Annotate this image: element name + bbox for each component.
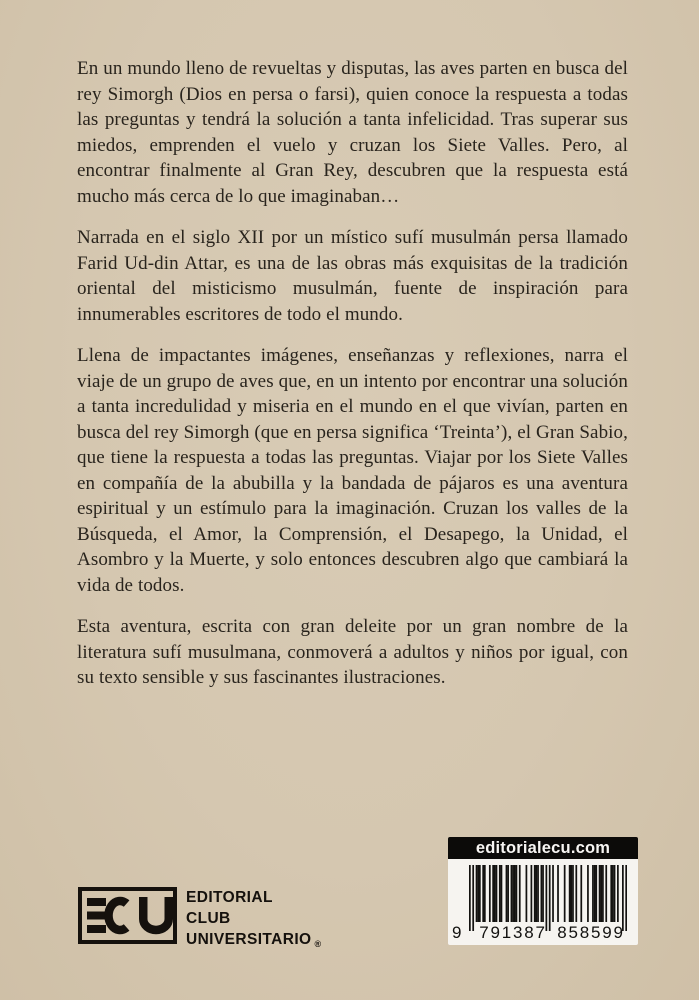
- publisher-website: editorialecu.com: [448, 837, 638, 859]
- synopsis-text-block: [77, 56, 628, 707]
- synopsis-paragraph-2: Narrada en el siglo XII por un místico sufí musulmán persa llamado Farid Ud-din Attar, es una de las obras más exquisitas de la tradición oriental del misticismo musulmán, fuente de inspiración para innumerables escritores de todo el mundo.: [77, 227, 628, 325]
- synopsis-paragraph-3: Llena de impactantes imágenes, enseñanzas y reflexiones, narra el viaje de un grupo de aves que, en un intento por encontrar una solución a tanta incredulidad y miseria en el mundo en el que vivían, parten en busca del rey Simorgh (que en persa significa ‘Treinta’), el Gran Sabio, que tiene la respuesta a todas las preguntas. Viajar por los Siete Valles en compañía de la abubilla y la bandada de pájaros es una aventura espiritual y un estímulo para la imaginación. Cruzan los valles de la Búsqueda, el Amor, la Comprensión, el Desapego, la Unidad, el Asombro y la Muerte, y solo entonces descubren algo que cambiará la vida de todos.: [77, 345, 628, 596]
- publisher-name-line: [186, 929, 322, 950]
- barcode-digit-group-1: 791387: [479, 923, 547, 942]
- synopsis-paragraph-4: Esta aventura, escrita con gran deleite por un gran nombre de la literatura sufí musulmana, conmoverá a adultos y niños por igual, con su texto sensible y sus fascinantes ilustraciones.: [77, 616, 628, 688]
- barcode-digit-group-2: 858599: [557, 923, 625, 942]
- publisher-name-line: EDITORIAL: [186, 889, 273, 906]
- publisher-name-word: UNIVERSITARIO: [186, 931, 312, 948]
- registered-trademark-icon: ®: [314, 939, 322, 949]
- barcode-digit-prefix: 9: [452, 923, 464, 942]
- ecu-logo-icon: [78, 887, 177, 944]
- synopsis-paragraph-1: En un mundo lleno de revueltas y disputas, las aves parten en busca del rey Simorgh (Dios en persa o farsi), quien conoce la respuesta a todas las preguntas y tendrá la solución a tanta infelicidad. Tras superar sus miedos, emprenden el vuelo y cruzan los Siete Valles. Pero, al encontrar finalmente al Gran Rey, descubren que la respuesta está mucho más cerca de lo que imaginaban…: [77, 58, 628, 207]
- publisher-name-line: CLUB: [186, 910, 231, 927]
- publisher-name: [186, 887, 322, 950]
- barcode-sticker: [448, 837, 638, 945]
- barcode-digits: [448, 923, 638, 943]
- barcode-area: [448, 859, 638, 945]
- ean13-barcode-icon: [469, 865, 627, 931]
